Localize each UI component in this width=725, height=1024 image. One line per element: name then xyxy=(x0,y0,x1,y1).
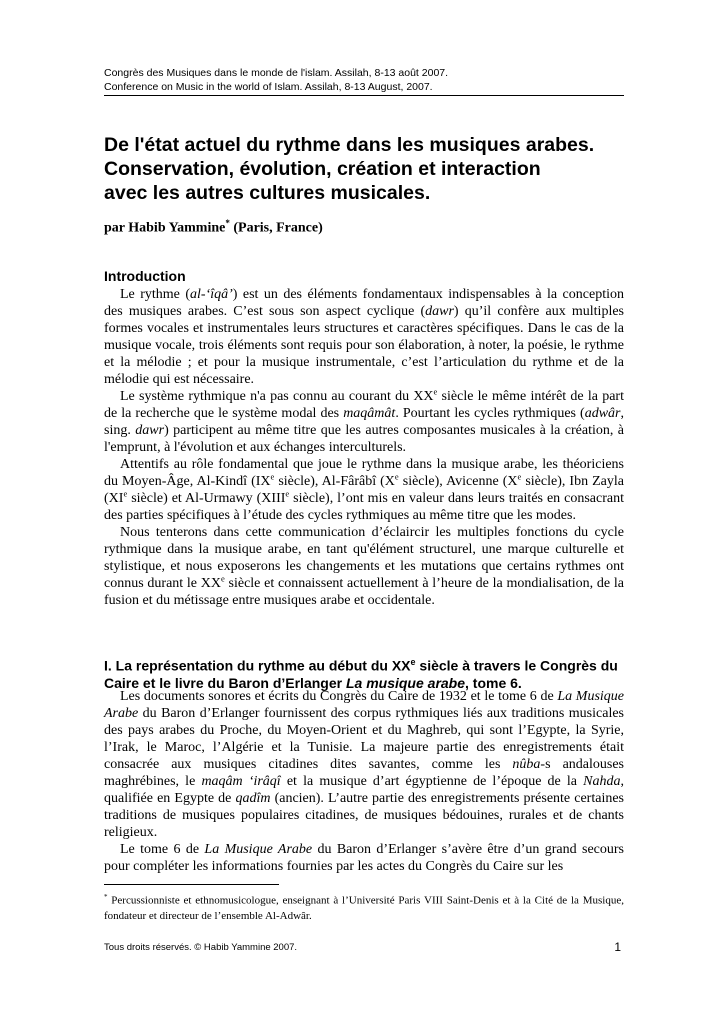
italic-term: qadîm xyxy=(235,791,271,806)
italic-term: Nahda xyxy=(583,774,621,789)
footnote-mark: * xyxy=(104,893,108,901)
footnote-separator xyxy=(104,884,279,885)
author-name: par Habib Yammine xyxy=(104,220,226,236)
text-run: Le rythme ( xyxy=(120,287,190,302)
intro-heading: Introduction xyxy=(104,268,186,284)
page-number: 1 xyxy=(614,940,621,954)
intro-paragraph-4 xyxy=(104,524,624,609)
text-run: et la musique d’art égyptienne de l’époque de la xyxy=(280,774,584,789)
section-1-paragraph-2 xyxy=(104,841,624,875)
text-run: (ancien). L’autre partie des enregistrements présente certaines traditions de musiques populaires citadines, de musiques bédouines, rurales et de chants religieux. xyxy=(104,791,624,840)
text-run: Nous tenterons dans cette communication d’éclaircir les multiples fonctions du cycle rythmique dans la musique arabe, en tant qu'élément structurel, une marque culturelle et stylistique, et nous exposerons les changements et les mutations que certains rythmes ont connus durant le XX xyxy=(104,525,624,591)
superscript: e xyxy=(270,471,275,482)
header-line-fr: Congrès des Musiques dans le monde de l'islam. Assilah, 8-13 août 2007. xyxy=(104,67,449,79)
copyright-footer: Tous droits réservés. © Habib Yammine 2007. xyxy=(104,942,298,953)
superscript: e xyxy=(410,657,416,667)
italic-term: dawr xyxy=(425,304,454,319)
italic-term: dawr xyxy=(135,423,165,438)
text-run: siècle le même intérêt de la part de la recherche que le système modal des xyxy=(104,389,624,421)
intro-paragraph-3 xyxy=(104,456,624,524)
text-run: ) est un des éléments fondamentaux indispensables à la conception des musiques arabes. C’est sous son aspect cyclique ( xyxy=(104,287,624,319)
superscript: e xyxy=(394,471,399,482)
italic-term: adwâr xyxy=(584,406,621,421)
text-run: siècle), Avicenne (X xyxy=(398,474,518,489)
italic-term: al-‘îqâ’ xyxy=(190,287,233,302)
title-line-1: De l'état actuel du rythme dans les musiques arabes. xyxy=(104,134,595,156)
author-footnote-mark: * xyxy=(225,218,230,228)
italic-title: La Musique Arabe xyxy=(104,689,625,721)
text-run: , tome 6. xyxy=(465,674,522,691)
paper-title xyxy=(104,133,624,205)
superscript: e xyxy=(517,471,522,482)
section-1-paragraph-1 xyxy=(104,688,624,841)
text-run: siècle et connaissent actuellement à l’heure de la mondialisation, de la fusion et du métissage entre musiques arabe et occidentale. xyxy=(104,576,624,608)
text-run: ) participent au même titre que les autres composantes musicales à la création, à l'emprunt, à l'évolution et aux échanges interculturels. xyxy=(104,423,625,455)
footnote-text: Percussionniste et ethnomusicologue, enseignant à l’Université Paris VIII Saint-Denis et à la Cité de la Musique, fondateur et directeur de l’ensemble Al-Adwâr. xyxy=(104,894,624,922)
section-1-body xyxy=(104,688,624,875)
text-run: siècle à travers le Congrès du Caire et le livre du Baron d’Erlanger xyxy=(104,657,618,691)
superscript: e xyxy=(221,573,225,584)
section-1-heading xyxy=(104,654,624,692)
text-run: Le système rythmique n'a pas connu au courant du XX xyxy=(120,389,434,404)
footnote xyxy=(104,890,624,924)
text-run: , sing. xyxy=(104,406,624,438)
author-byline xyxy=(104,218,624,237)
title-line-2: Conservation, évolution, création et interaction xyxy=(104,158,541,180)
text-run: . Pourtant les cycles rythmiques ( xyxy=(395,406,585,421)
intro-paragraph-1 xyxy=(104,286,624,388)
superscript: e xyxy=(123,488,128,499)
text-run: Attentifs au rôle fondamental que joue le rythme dans la musique arabe, les théoriciens du Moyen-Âge, Al-Kindî (IX xyxy=(104,457,624,489)
author-affiliation: (Paris, France) xyxy=(229,220,323,236)
text-run: , qualifiée en Egypte de xyxy=(104,774,624,806)
italic-term: nûba xyxy=(512,757,541,772)
text-run: ) qu’il confère aux multiples formes vocales et instrumentales leurs structures et caractères spécifiques. Dans le cas de la musique vocale, trois éléments sont requis pour son élaboration, à noter, la poésie, le rythme et la mélodie ; et pour la musique instrumentale, c’est l’articulation du rythme et de la mélodie qui est nécessaire. xyxy=(104,304,624,387)
running-header xyxy=(104,66,624,96)
italic-term: maqâm ‘irâqî xyxy=(201,774,281,789)
text-run: Les documents sonores et écrits du Congrès du Caire de 1932 et le tome 6 de xyxy=(120,689,558,704)
text-run: siècle), l’ont mis en valeur dans leurs traités en consacrant des parties spécifiques à l’étude des cycles rythmiques au même titre que les modes. xyxy=(104,491,624,523)
text-run: du Baron d’Erlanger s’avère être d’un grand secours pour compléter les informations fournies par les actes du Congrès du Caire sur les xyxy=(104,842,624,874)
text-run: I. La représentation du rythme au début du XX xyxy=(104,657,411,674)
text-run: siècle), Al-Fârâbî (X xyxy=(274,474,395,489)
superscript: e xyxy=(285,488,290,499)
superscript: e xyxy=(433,386,438,397)
text-run: -s andalouses maghrébines, le xyxy=(104,757,624,789)
title-line-3: avec les autres cultures musicales. xyxy=(104,182,431,204)
text-run: du Baron d’Erlanger fournissent des corpus rythmiques liés aux traditions musicales des pays arabes du Proche, du Moyen-Orient et du Maghreb, qui sont l’Egypte, la Syrie, l’Irak, le Maroc, l’Algérie et la Tunisie. La majeure partie des enregistrements était consacrée aux musiques citadines dites savantes, comme les xyxy=(104,706,624,772)
text-run: siècle), Ibn Zayla (XI xyxy=(104,474,624,506)
intro-body xyxy=(104,286,624,609)
text-run: Le tome 6 de xyxy=(120,842,205,857)
header-line-en: Conference on Music in the world of Islam. Assilah, 8-13 August, 2007. xyxy=(104,81,433,93)
italic-title: La Musique Arabe xyxy=(204,842,313,857)
intro-paragraph-2 xyxy=(104,388,624,456)
italic-title: La musique arabe xyxy=(345,674,466,691)
italic-term: maqâmât xyxy=(343,406,396,421)
text-run: siècle) et Al-Urmawy (XIII xyxy=(127,491,286,506)
